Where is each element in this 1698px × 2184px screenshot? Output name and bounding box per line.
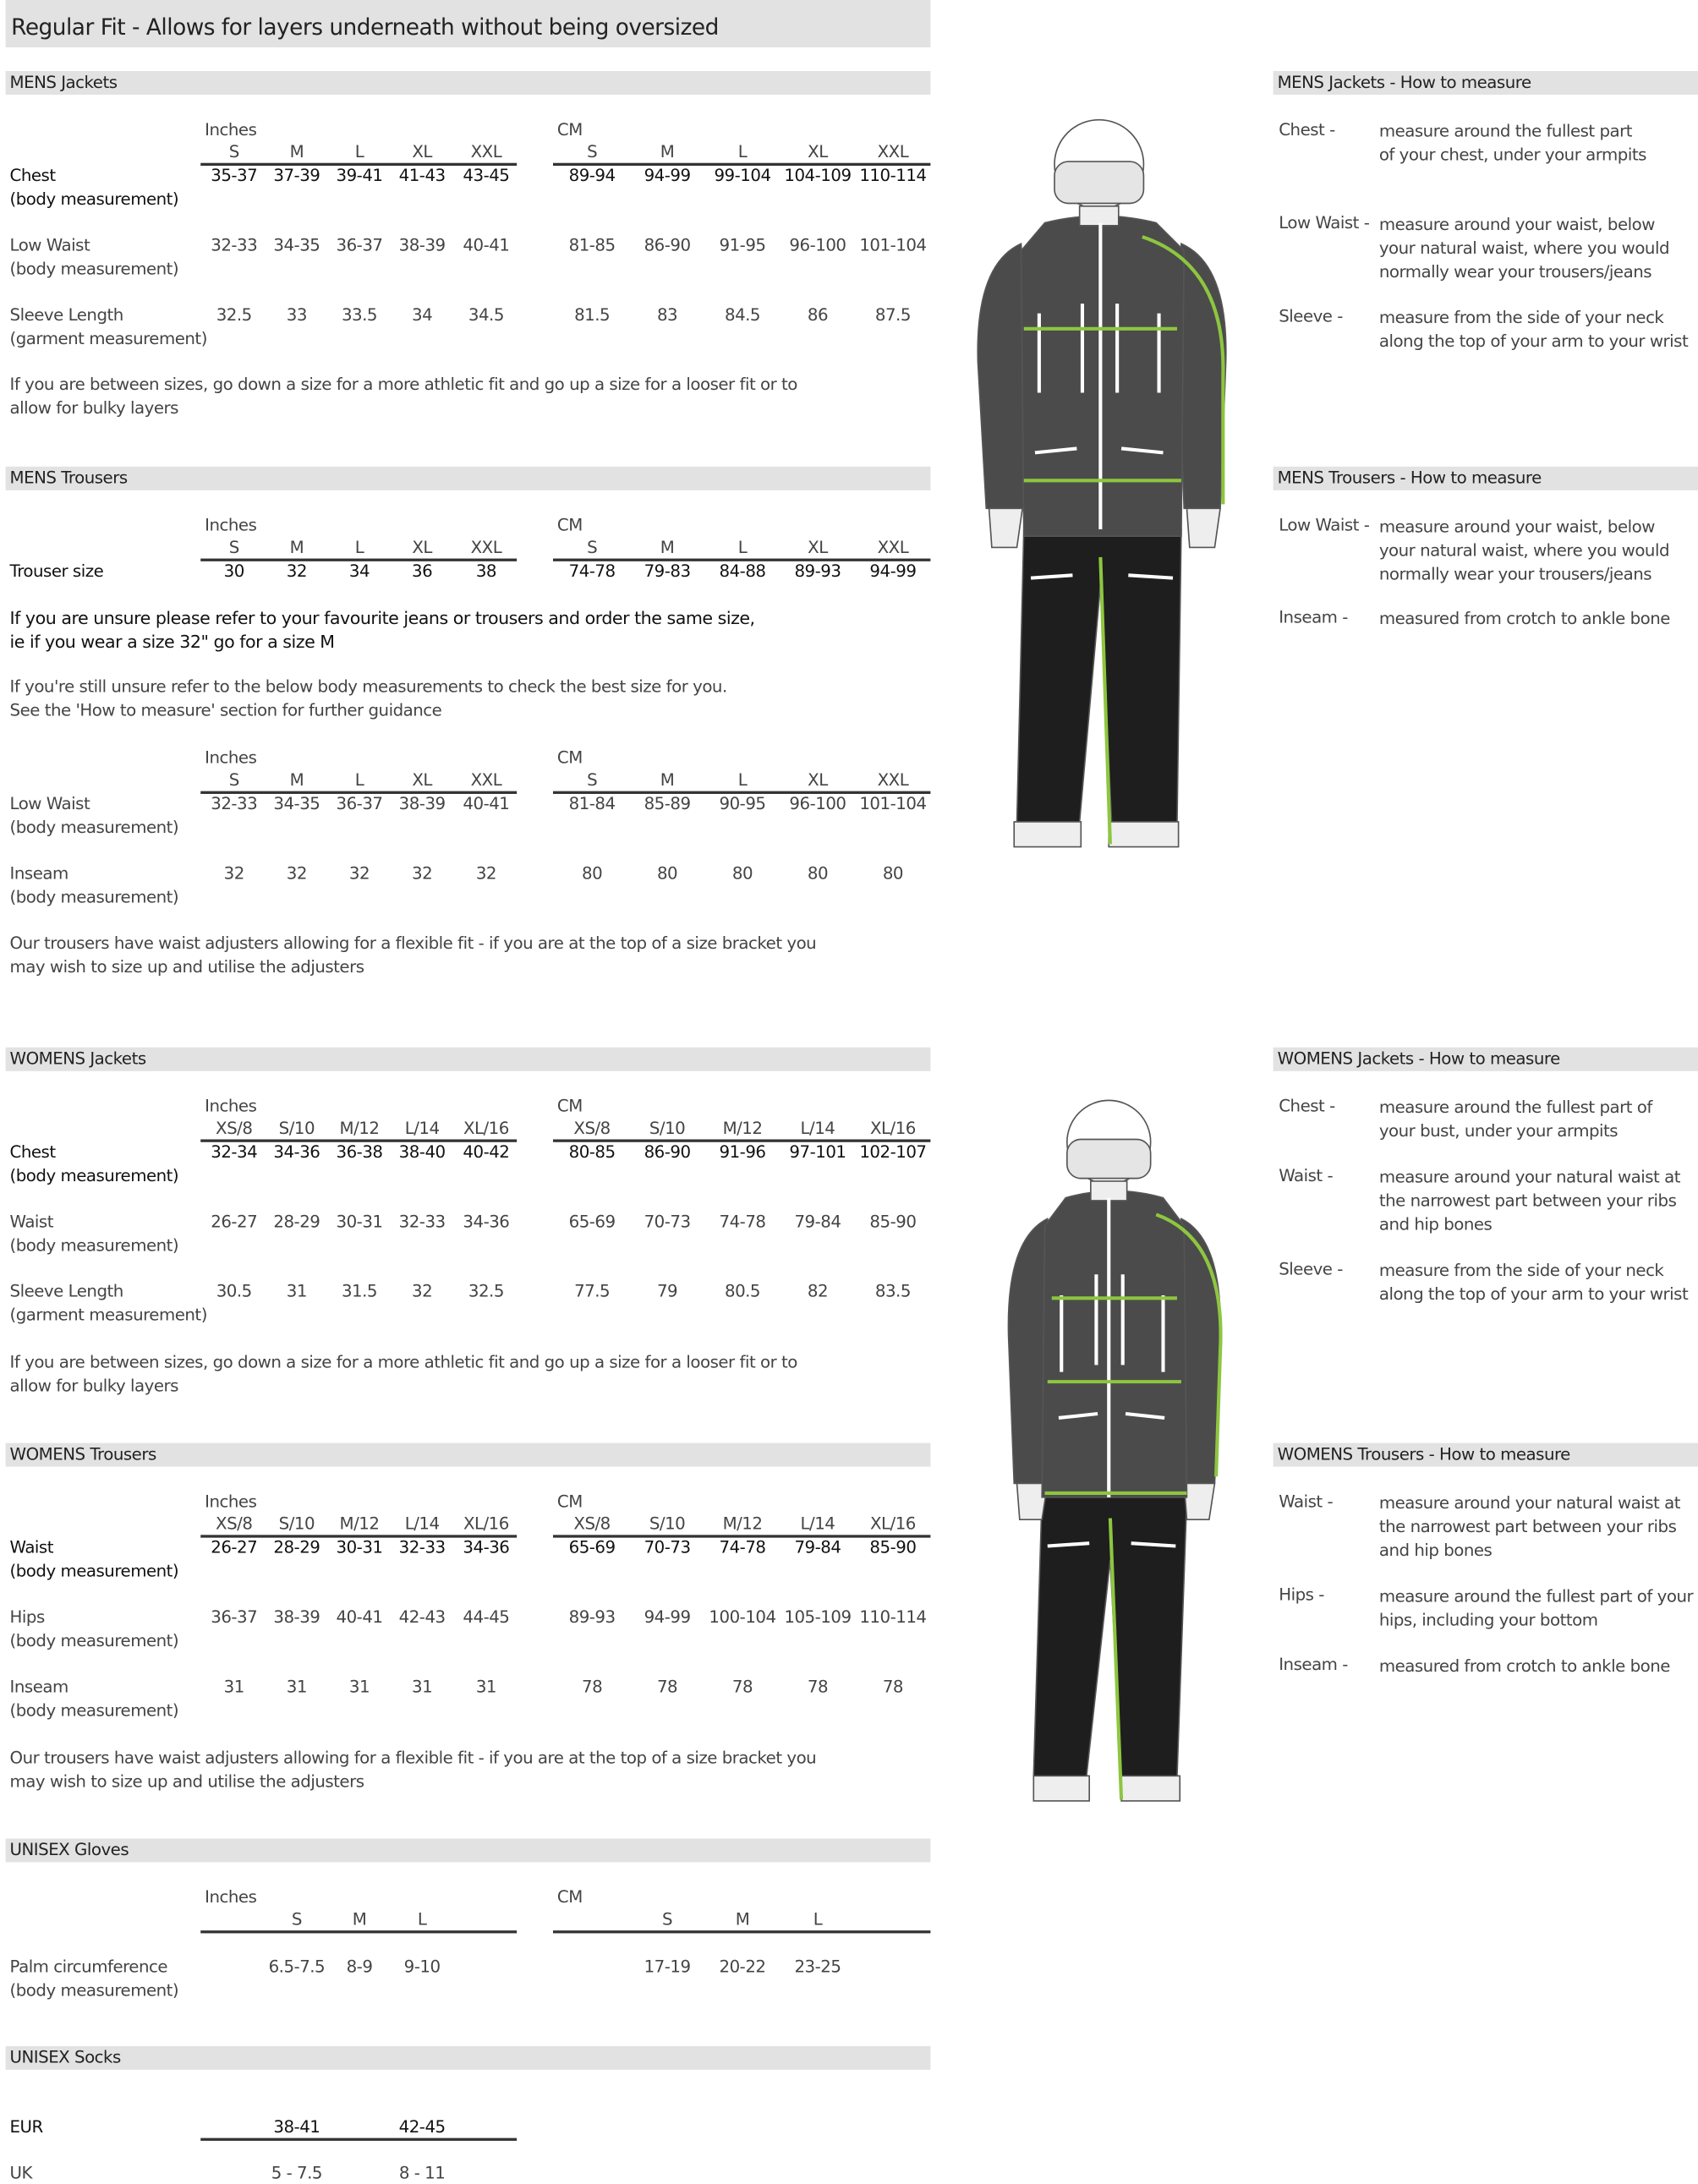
row-sublabel: (body measurement) [9, 1980, 179, 2001]
cm-value-cell: 17-19 [644, 1957, 691, 1977]
cm-size-header: L [737, 142, 748, 162]
cm-value-cell: 84-88 [719, 561, 766, 581]
row-sublabel: (body measurement) [9, 1630, 179, 1651]
inch-value-cell: 34 [412, 304, 433, 325]
inches-header: Inches [205, 747, 257, 768]
inch-value-cell: 35-37 [211, 166, 258, 186]
inch-value-cell: 32 [475, 863, 496, 884]
cm-size-header: S [587, 142, 598, 162]
cm-value-cell: 94-99 [869, 561, 917, 581]
inch-value-cell: 43-45 [463, 166, 510, 186]
inch-size-header: M [289, 769, 304, 791]
cm-value-cell: 86 [807, 304, 829, 325]
inch-size-header: XL/16 [463, 1513, 509, 1534]
inches-header: Inches [205, 1887, 257, 1908]
gloves-table [0, 1887, 934, 2001]
womens-jackets-note: If you are between sizes, go down a size for a more athletic fit and go up a size for a looser fit or to allow for bulky layers [9, 1352, 797, 1396]
inch-value-cell: 31 [348, 1677, 370, 1697]
cm-size-header: XXL [877, 769, 909, 791]
inch-value-cell: 38-39 [398, 235, 446, 255]
page-title: Regular Fit - Allows for layers underneath without being oversized [11, 14, 719, 41]
cm-value-cell: 96-100 [789, 793, 846, 814]
cm-value-cell: 78 [882, 1677, 904, 1697]
table-rule [553, 1930, 930, 1932]
inch-value-cell: 6.5-7.5 [268, 1957, 326, 1977]
cm-value-cell: 99-104 [714, 166, 771, 186]
cm-header: CM [556, 1887, 583, 1908]
cm-value-cell: 82 [807, 1281, 829, 1301]
cm-value-cell: 80 [582, 863, 603, 884]
eur-size-cell: 38-41 [273, 2116, 320, 2137]
cm-value-cell: 102-107 [859, 1141, 927, 1162]
cm-size-header: L/14 [800, 1118, 835, 1138]
mens-jackets-table [0, 119, 934, 348]
inches-header: Inches [205, 1096, 257, 1116]
inch-size-header: XS/8 [216, 1513, 253, 1534]
inch-value-cell: 30-31 [336, 1212, 383, 1232]
measure-description: measured from crotch to ankle bone [1378, 608, 1670, 628]
cm-size-header: M [660, 142, 675, 162]
cm-size-header: S/10 [649, 1513, 686, 1534]
inch-size-header: L [354, 537, 364, 557]
measure-description: measure around your waist, below your natural waist, where you would normally wear your trousers/jeans [1378, 517, 1670, 583]
measure-description: measure around your natural waist at the narrowest part between your ribs and hip bones [1378, 1167, 1680, 1234]
measure-description: measure around the fullest part of your chest, under your armpits [1378, 121, 1646, 165]
woman-ski-outfit-illustration-icon [1008, 1100, 1220, 1801]
inch-value-cell: 31.5 [341, 1281, 378, 1301]
cm-value-cell: 80 [656, 863, 678, 884]
cm-value-cell: 80 [882, 863, 904, 884]
measure-description: measured from crotch to ankle bone [1378, 1656, 1670, 1676]
table-rule [553, 791, 930, 793]
table-rule [200, 1139, 517, 1141]
table-rule [553, 163, 930, 165]
measure-label: Inseam - [1279, 1654, 1348, 1675]
cm-size-header: XXL [877, 537, 909, 557]
inch-value-cell: 38 [475, 561, 496, 581]
cm-value-cell: 83 [656, 304, 678, 325]
cm-size-header: L [813, 1909, 823, 1929]
row-sublabel: (garment measurement) [9, 1305, 207, 1325]
measure-description: measure from the side of your neck along the top of your arm to your wrist [1378, 308, 1689, 351]
mens-trousers-size-table [0, 515, 934, 581]
uk-size-cell: 8 - 11 [398, 2163, 446, 2183]
inch-value-cell: 32 [286, 863, 307, 884]
inch-value-cell: 33 [286, 304, 307, 325]
uk-size-cell: 5 - 7.5 [271, 2163, 323, 2183]
inch-value-cell: 36-38 [336, 1141, 383, 1162]
cm-value-cell: 85-90 [869, 1212, 917, 1232]
inch-size-header: XXL [470, 537, 502, 557]
inch-size-header: M/12 [339, 1513, 380, 1534]
row-sublabel: (body measurement) [9, 1700, 179, 1721]
inch-value-cell: 31 [286, 1281, 307, 1301]
row-sublabel: (body measurement) [9, 189, 179, 210]
cm-value-cell: 90-95 [719, 793, 766, 814]
cm-header: CM [556, 1096, 583, 1116]
cm-value-cell: 79 [656, 1281, 678, 1301]
table-rule [200, 1535, 517, 1536]
section-header-mens-jackets [6, 71, 931, 95]
inch-size-header: XXL [470, 769, 502, 791]
inch-value-cell: 31 [475, 1677, 496, 1697]
inch-size-header: XL [412, 537, 432, 557]
cm-size-header: L/14 [800, 1513, 835, 1534]
inch-size-header: L [354, 142, 364, 162]
inch-size-header: S [228, 769, 239, 791]
measure-description: measure from the side of your neck along the top of your arm to your wrist [1378, 1260, 1689, 1304]
section-header-mens-trousers-measure [1274, 467, 1698, 490]
cm-size-header: M [735, 1909, 750, 1929]
inch-value-cell: 30.5 [216, 1281, 252, 1301]
inch-value-cell: 34-35 [273, 235, 320, 255]
cm-value-cell: 78 [582, 1677, 603, 1697]
cm-header: CM [556, 119, 583, 140]
measure-label: Chest - [1279, 1096, 1335, 1116]
cm-size-header: XL [808, 142, 828, 162]
inch-value-cell: 32 [348, 863, 370, 884]
uk-label: UK [9, 2163, 32, 2183]
cm-size-header: XL/16 [869, 1118, 916, 1138]
row-label: Inseam [9, 863, 68, 884]
cm-size-header: S [587, 769, 598, 791]
section-title: WOMENS Jackets - How to measure [1277, 1048, 1560, 1069]
cm-value-cell: 79-83 [644, 561, 691, 581]
row-label: Low Waist [9, 793, 90, 814]
cm-size-header: XL [808, 537, 828, 557]
inch-value-cell: 34 [348, 561, 370, 581]
cm-size-header: S [587, 537, 598, 557]
inch-value-cell: 36 [412, 561, 433, 581]
cm-value-cell: 85-89 [644, 793, 691, 814]
measure-label: Chest - [1279, 119, 1335, 140]
measure-label: Inseam - [1279, 607, 1348, 627]
inch-value-cell: 34-36 [273, 1141, 320, 1162]
inch-size-header: L [354, 769, 364, 791]
cm-value-cell: 78 [731, 1677, 753, 1697]
mens-jackets-note: If you are between sizes, go down a size for a more athletic fit and go up a size for a looser fit or to allow for bulky layers [9, 375, 797, 419]
cm-value-cell: 81-85 [568, 235, 616, 255]
cm-value-cell: 89-94 [568, 166, 616, 186]
table-rule [200, 791, 517, 793]
inch-size-header: M [289, 537, 304, 557]
cm-value-cell: 23-25 [794, 1957, 841, 1977]
cm-value-cell: 80 [731, 863, 753, 884]
section-title: WOMENS Trousers [9, 1444, 156, 1464]
inch-value-cell: 34.5 [468, 304, 504, 325]
mens-trousers-body-table [0, 747, 934, 907]
inch-value-cell: 32 [286, 561, 307, 581]
inch-size-header: XS/8 [216, 1118, 253, 1138]
inch-value-cell: 32-33 [211, 793, 258, 814]
section-title: MENS Trousers [9, 468, 128, 488]
eur-label: EUR [9, 2116, 43, 2137]
cm-size-header: XS/8 [573, 1118, 611, 1138]
cm-value-cell: 105-109 [784, 1607, 852, 1628]
cm-value-cell: 74-78 [568, 561, 616, 581]
section-title: UNISEX Socks [9, 2047, 121, 2067]
womens-trousers-note: Our trousers have waist adjusters allowing for a flexible fit - if you are at the top of a size bracket you may wish to size up and utilise the adjusters [9, 1748, 817, 1792]
inch-value-cell: 42-43 [398, 1607, 446, 1628]
cm-value-cell: 89-93 [568, 1607, 616, 1628]
cm-value-cell: 96-100 [789, 235, 846, 255]
inch-value-cell: 36-37 [211, 1607, 258, 1628]
inch-value-cell: 36-37 [336, 235, 383, 255]
cm-value-cell: 83.5 [874, 1281, 911, 1301]
inch-value-cell: 30 [223, 561, 244, 581]
cm-value-cell: 94-99 [644, 166, 691, 186]
cm-header: CM [556, 515, 583, 535]
row-sublabel: (body measurement) [9, 1561, 179, 1581]
inch-value-cell: 32.5 [216, 304, 252, 325]
measure-label: Waist - [1279, 1492, 1334, 1512]
cm-size-header: XXL [877, 142, 909, 162]
eur-size-cell: 42-45 [398, 2116, 446, 2137]
inch-value-cell: 28-29 [273, 1212, 320, 1232]
inches-header: Inches [205, 1492, 257, 1512]
cm-value-cell: 70-73 [644, 1212, 691, 1232]
inch-value-cell: 26-27 [211, 1212, 258, 1232]
measure-label: Sleeve - [1279, 306, 1343, 326]
section-title: MENS Jackets [9, 72, 118, 92]
cm-size-header: XS/8 [573, 1513, 611, 1534]
cm-value-cell: 81.5 [574, 304, 611, 325]
section-title: MENS Jackets - How to measure [1277, 72, 1531, 92]
inch-value-cell: 33.5 [341, 304, 378, 325]
table-rule [553, 559, 930, 561]
row-label: Trouser size [9, 561, 104, 581]
inch-size-header: S [228, 142, 239, 162]
inch-value-cell: 38-39 [273, 1607, 320, 1628]
section-title: WOMENS Jackets [9, 1048, 146, 1069]
inch-value-cell: 38-40 [398, 1141, 446, 1162]
cm-value-cell: 87.5 [874, 304, 911, 325]
inches-header: Inches [205, 119, 257, 140]
title-bar [6, 0, 931, 47]
table-rule [200, 1930, 517, 1932]
cm-value-cell: 91-95 [719, 235, 766, 255]
cm-value-cell: 85-90 [869, 1537, 917, 1557]
section-header-mens-trousers [6, 467, 931, 490]
section-title: WOMENS Trousers - How to measure [1277, 1444, 1570, 1464]
inch-value-cell: 34-36 [463, 1537, 510, 1557]
cm-size-header: S [662, 1909, 673, 1929]
cm-size-header: XL/16 [869, 1513, 916, 1534]
measure-description: measure around your waist, below your natural waist, where you would normally wear your trousers/jeans [1378, 214, 1670, 282]
row-label: Waist [9, 1537, 54, 1557]
section-title: UNISEX Gloves [9, 1840, 129, 1860]
section-header-mens-jackets-measure [1274, 71, 1698, 95]
cm-size-header: L [737, 769, 748, 791]
inch-size-header: S [228, 537, 239, 557]
cm-header: CM [556, 1492, 583, 1512]
cm-value-cell: 79-84 [794, 1212, 841, 1232]
row-label: Palm circumference [9, 1957, 168, 1977]
cm-value-cell: 89-93 [794, 561, 841, 581]
measure-label: Low Waist - [1279, 213, 1370, 233]
row-label: Sleeve Length [9, 304, 123, 325]
inch-value-cell: 32 [412, 863, 433, 884]
inch-value-cell: 30-31 [336, 1537, 383, 1557]
row-label: Chest [9, 166, 56, 186]
cm-size-header: S/10 [649, 1118, 686, 1138]
cm-value-cell: 104-109 [784, 166, 852, 186]
inch-size-header: M [352, 1909, 367, 1929]
row-label: Chest [9, 1141, 56, 1162]
cm-value-cell: 70-73 [644, 1537, 691, 1557]
cm-value-cell: 81-84 [568, 793, 616, 814]
row-sublabel: (body measurement) [9, 817, 179, 838]
cm-size-header: L [737, 537, 748, 557]
inch-value-cell: 9-10 [403, 1957, 441, 1977]
inch-value-cell: 44-45 [463, 1607, 510, 1628]
womens-jackets-table [0, 1096, 934, 1325]
row-label: Waist [9, 1212, 54, 1232]
mens-trousers-note: Our trousers have waist adjusters allowing for a flexible fit - if you are at the top of a size bracket you may wish to size up and utilise the adjusters [9, 933, 817, 977]
section-header-gloves [6, 1838, 931, 1862]
cm-size-header: M [660, 769, 675, 791]
cm-value-cell: 94-99 [644, 1607, 691, 1628]
inch-size-header: L/14 [404, 1513, 440, 1534]
section-header-womens-jackets-measure [1274, 1048, 1698, 1071]
inches-header: Inches [205, 515, 257, 535]
cm-value-cell: 74-78 [719, 1212, 766, 1232]
row-label: Low Waist [9, 235, 90, 255]
table-rule [553, 1535, 930, 1536]
inch-value-cell: 8-9 [346, 1957, 373, 1977]
inch-value-cell: 32 [412, 1281, 433, 1301]
row-sublabel: (body measurement) [9, 1235, 179, 1256]
cm-value-cell: 101-104 [859, 793, 927, 814]
row-sublabel: (body measurement) [9, 887, 179, 907]
inch-size-header: M/12 [339, 1118, 380, 1138]
row-label: Inseam [9, 1677, 68, 1697]
inch-size-header: S/10 [278, 1513, 315, 1534]
cm-value-cell: 100-104 [709, 1607, 776, 1628]
cm-value-cell: 78 [656, 1677, 678, 1697]
inch-value-cell: 41-43 [398, 166, 446, 186]
inch-value-cell: 34-36 [463, 1212, 510, 1232]
measure-label: Waist - [1279, 1165, 1334, 1185]
cm-size-header: M/12 [722, 1513, 763, 1534]
inch-value-cell: 28-29 [273, 1537, 320, 1557]
cm-value-cell: 79-84 [794, 1537, 841, 1557]
inch-value-cell: 40-41 [463, 235, 510, 255]
section-header-socks [6, 2046, 931, 2070]
section-header-womens-trousers [6, 1443, 931, 1467]
inch-size-header: XL [412, 769, 432, 791]
measure-description: measure around the fullest part of your bust, under your armpits [1378, 1097, 1652, 1141]
inch-value-cell: 37-39 [273, 166, 320, 186]
section-header-womens-trousers-measure [1274, 1443, 1698, 1467]
mens-trousers-secondary-note: If you're still unsure refer to the below body measurements to check the best size for you. See the 'How to measure' section for further guidance [9, 676, 727, 720]
row-label: Hips [9, 1607, 45, 1628]
inch-value-cell: 32 [223, 863, 244, 884]
table-rule [200, 2138, 517, 2140]
cm-value-cell: 65-69 [568, 1212, 616, 1232]
inch-value-cell: 36-37 [336, 793, 383, 814]
mens-trousers-primary-note: If you are unsure please refer to your favourite jeans or trousers and order the same size, ie if you wear a size 32" go for a size M [9, 607, 755, 652]
inch-value-cell: 31 [412, 1677, 433, 1697]
inch-size-header: L [417, 1909, 427, 1929]
cm-size-header: XL [808, 769, 828, 791]
row-sublabel: (garment measurement) [9, 328, 207, 348]
inch-size-header: XL [412, 142, 432, 162]
inch-value-cell: 32-33 [398, 1212, 446, 1232]
cm-value-cell: 80-85 [568, 1141, 616, 1162]
inch-value-cell: 40-41 [336, 1607, 383, 1628]
cm-value-cell: 110-114 [859, 1607, 927, 1628]
inch-size-header: XXL [470, 142, 502, 162]
cm-value-cell: 84.5 [724, 304, 761, 325]
measure-description: measure around your natural waist at the narrowest part between your ribs and hip bones [1378, 1492, 1680, 1560]
cm-value-cell: 20-22 [719, 1957, 766, 1977]
table-rule [200, 163, 517, 165]
cm-value-cell: 74-78 [719, 1537, 766, 1557]
inch-value-cell: 40-41 [463, 793, 510, 814]
cm-value-cell: 65-69 [568, 1537, 616, 1557]
cm-value-cell: 101-104 [859, 235, 927, 255]
cm-value-cell: 86-90 [644, 235, 691, 255]
table-rule [553, 1139, 930, 1141]
inch-value-cell: 31 [223, 1677, 244, 1697]
inch-value-cell: 31 [286, 1677, 307, 1697]
cm-value-cell: 78 [807, 1677, 829, 1697]
inch-size-header: M [289, 142, 304, 162]
inch-value-cell: 32.5 [468, 1281, 504, 1301]
inch-size-header: S/10 [278, 1118, 315, 1138]
inch-value-cell: 32-33 [398, 1537, 446, 1557]
cm-size-header: M/12 [722, 1118, 763, 1138]
section-title: MENS Trousers - How to measure [1277, 468, 1542, 488]
row-sublabel: (body measurement) [9, 1165, 179, 1185]
inch-size-header: S [291, 1909, 302, 1929]
cm-value-cell: 77.5 [574, 1281, 611, 1301]
measure-label: Low Waist - [1279, 515, 1370, 535]
socks-table [0, 2116, 934, 2183]
inch-value-cell: 40-42 [463, 1141, 510, 1162]
cm-size-header: M [660, 537, 675, 557]
cm-value-cell: 91-96 [719, 1141, 766, 1162]
cm-value-cell: 80 [807, 863, 829, 884]
measure-label: Hips - [1279, 1585, 1324, 1605]
measure-description: measure around the fullest part of your hips, including your bottom [1378, 1586, 1694, 1630]
measure-label: Sleeve - [1279, 1259, 1343, 1279]
row-label: Sleeve Length [9, 1281, 123, 1301]
cm-value-cell: 86-90 [644, 1141, 691, 1162]
table-rule [200, 559, 517, 561]
inch-value-cell: 26-27 [211, 1537, 258, 1557]
cm-value-cell: 80.5 [724, 1281, 761, 1301]
womens-trousers-table [0, 1492, 934, 1721]
cm-value-cell: 110-114 [859, 166, 927, 186]
inch-value-cell: 32-33 [211, 235, 258, 255]
cm-value-cell: 97-101 [789, 1141, 846, 1162]
section-header-womens-jackets [6, 1048, 931, 1071]
inch-value-cell: 32-34 [211, 1141, 258, 1162]
inch-value-cell: 39-41 [336, 166, 383, 186]
cm-header: CM [556, 747, 583, 768]
inch-size-header: XL/16 [463, 1118, 509, 1138]
inch-size-header: L/14 [404, 1118, 440, 1138]
inch-value-cell: 34-35 [273, 793, 320, 814]
inch-value-cell: 38-39 [398, 793, 446, 814]
row-sublabel: (body measurement) [9, 259, 179, 279]
